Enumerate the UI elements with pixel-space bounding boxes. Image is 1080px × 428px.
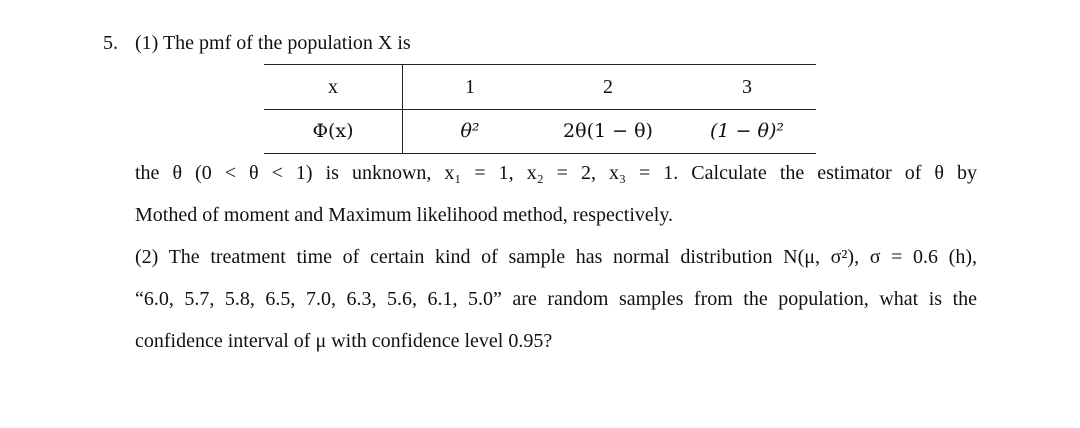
table-header-value: 1 (465, 76, 475, 98)
table-cell-value: θ² (460, 120, 480, 142)
part2-text-line: (2) The treatment time of certain kind of sample has normal distribution N(μ, σ²), σ = 0.6 (h), (135, 246, 977, 268)
question-number: 5. (103, 32, 118, 54)
table-header-label: x (328, 76, 338, 98)
table-cell-value: (1 − θ)² (710, 120, 784, 142)
part1-intro: (1) The pmf of the population X is (135, 32, 411, 54)
table-row-label: Φ(x) (312, 120, 354, 142)
part1-text-line: Mothed of moment and Maximum likelihood method, respectively. (135, 204, 674, 226)
part1-text-line: the θ (0 < θ < 1) is unknown, x₁ = 1, x₂ = 2, x₃ = 1. Calculate the estimator of θ by (135, 162, 977, 184)
table-header-value: 2 (603, 76, 613, 98)
pmf-table (264, 64, 816, 154)
table-header-value: 3 (742, 76, 752, 98)
part2-text-line: “6.0, 5.7, 5.8, 6.5, 7.0, 6.3, 5.6, 6.1, 5.0” are random samples from the population, what is the (135, 288, 977, 310)
table-cell-value: 2θ(1 − θ) (563, 120, 653, 142)
part2-text-line: confidence interval of μ with confidence level 0.95? (135, 330, 553, 352)
